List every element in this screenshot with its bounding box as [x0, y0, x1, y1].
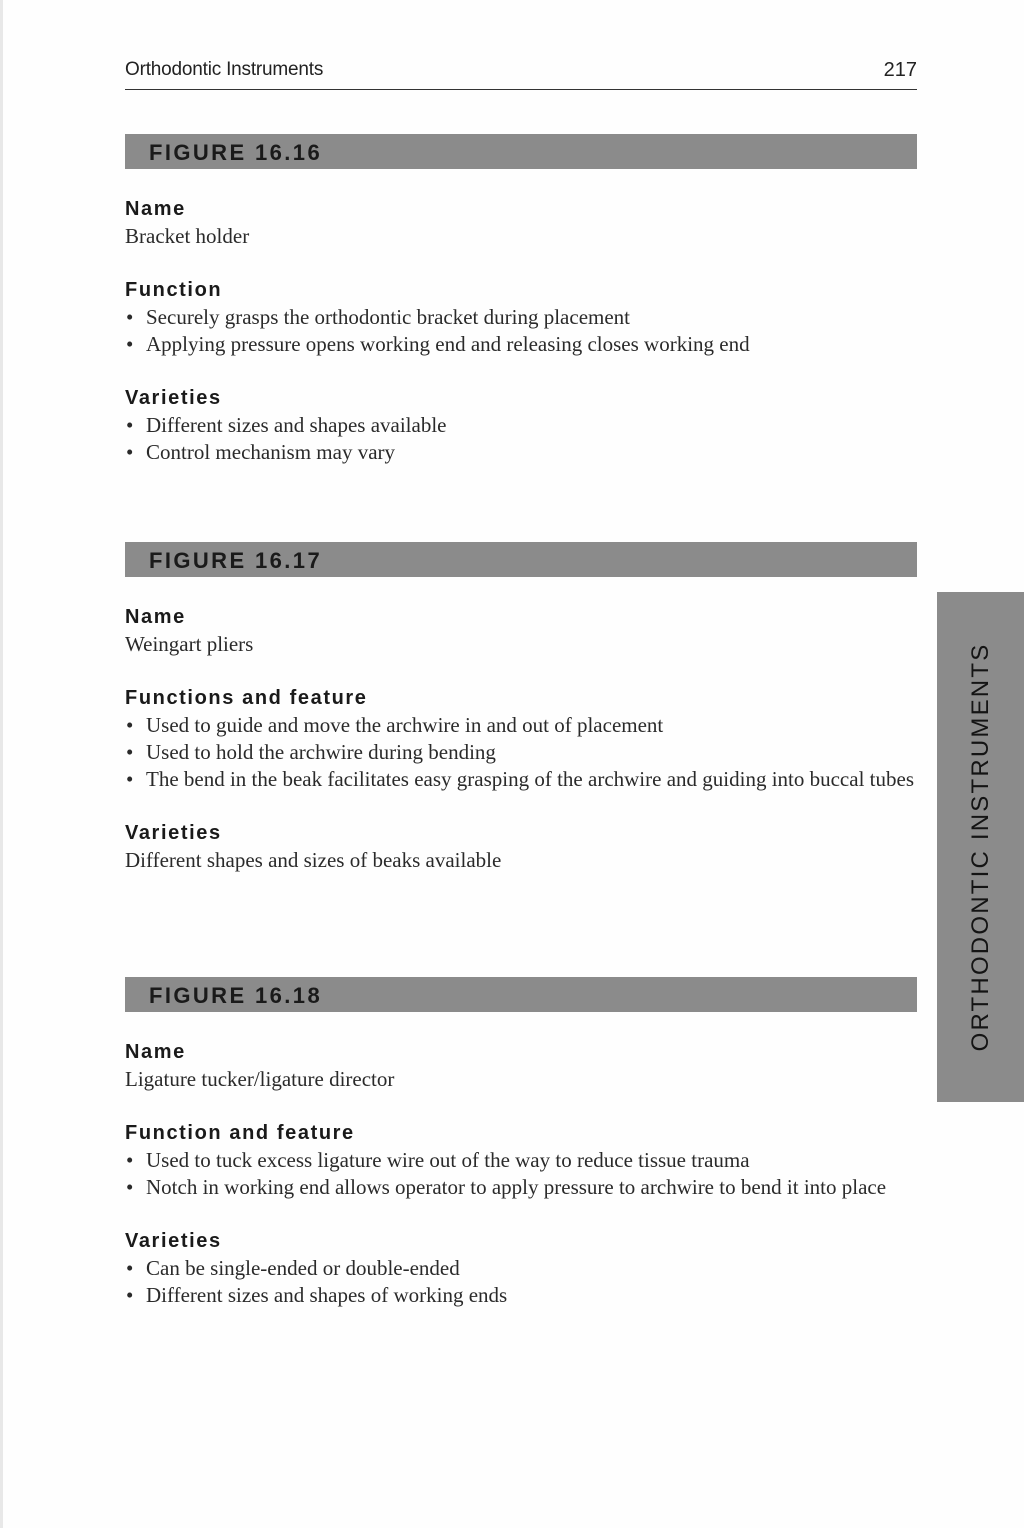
function-item: • Notch in working end allows operator to apply pressure to archwire to bend it into place — [125, 1174, 917, 1201]
varieties-heading: Varieties — [125, 387, 222, 409]
chapter-side-tab — [937, 592, 1024, 1102]
function-list — [125, 712, 917, 793]
figure-section-16-16 — [125, 134, 917, 466]
variety-item: • Can be single-ended or double-ended — [125, 1255, 917, 1282]
figure-section-16-17 — [125, 542, 917, 874]
side-tab-label: ORTHODONTIC INSTRUMENTS — [966, 642, 994, 1052]
function-item: • Applying pressure opens working end and releasing closes working end — [125, 331, 917, 358]
function-item: • Used to guide and move the archwire in and out of placement — [125, 712, 917, 739]
function-list — [125, 1147, 917, 1201]
figure-label-bar: FIGURE 16.17 — [125, 542, 917, 577]
name-heading: Name — [125, 606, 186, 628]
running-head — [125, 57, 917, 90]
name-heading: Name — [125, 198, 186, 220]
figure-label-bar: FIGURE 16.16 — [125, 134, 917, 169]
instrument-name: Weingart pliers — [125, 632, 254, 656]
function-item: • Used to tuck excess ligature wire out of the way to reduce tissue trauma — [125, 1147, 917, 1174]
figure-label-bar: FIGURE 16.18 — [125, 977, 917, 1012]
function-item: • The bend in the beak facilitates easy grasping of the archwire and guiding into buccal tubes — [125, 766, 917, 793]
figure-section-16-18 — [125, 977, 917, 1309]
function-heading: Function — [125, 279, 223, 301]
function-item: • Securely grasps the orthodontic bracket during placement — [125, 304, 917, 331]
varieties-heading: Varieties — [125, 822, 222, 844]
running-head-title: Orthodontic Instruments — [125, 59, 324, 80]
function-item: • Used to hold the archwire during bending — [125, 739, 917, 766]
page-edge — [0, 0, 3, 1528]
function-heading: Functions and feature — [125, 687, 368, 709]
varieties-text: Different shapes and sizes of beaks available — [125, 848, 502, 872]
instrument-name: Ligature tucker/ligature director — [125, 1067, 395, 1091]
variety-item: • Control mechanism may vary — [125, 439, 917, 466]
instrument-name: Bracket holder — [125, 224, 250, 248]
varieties-list — [125, 1255, 917, 1309]
varieties-heading: Varieties — [125, 1230, 222, 1252]
function-list — [125, 304, 917, 358]
variety-item: • Different sizes and shapes of working ends — [125, 1282, 917, 1309]
function-heading: Function and feature — [125, 1122, 355, 1144]
varieties-list — [125, 412, 917, 466]
name-heading: Name — [125, 1041, 186, 1063]
variety-item: • Different sizes and shapes available — [125, 412, 917, 439]
page-number: 217 — [883, 59, 917, 81]
